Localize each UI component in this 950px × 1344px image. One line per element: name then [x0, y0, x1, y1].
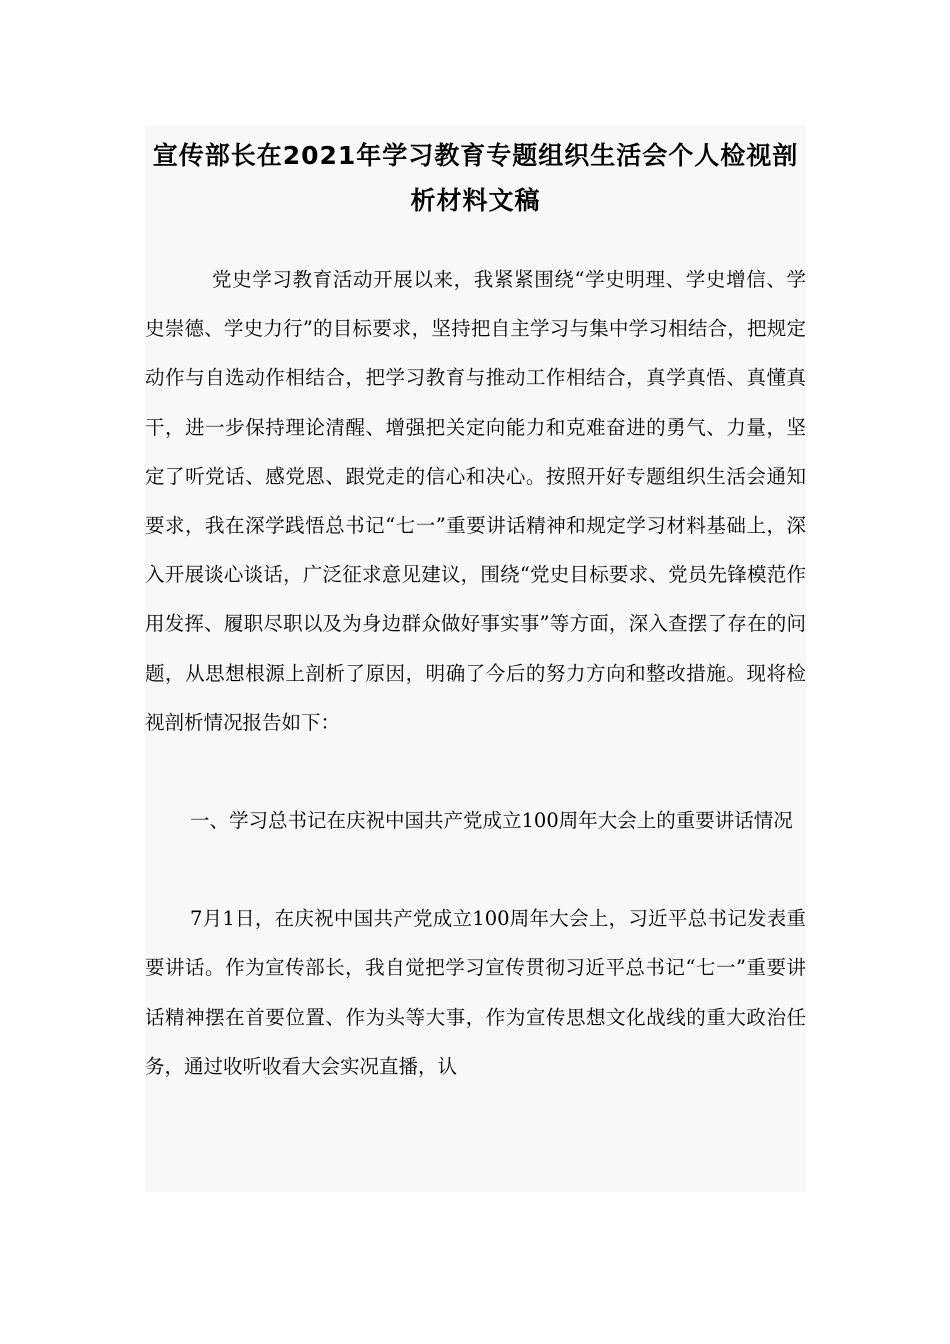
intro-paragraph: 党史学习教育活动开展以来，我紧紧围绕“学史明理、学史增信、学史崇德、学史力行”的目标要求，坚持把自主学习与集中学习相结合，把规定动作与自选动作相结合，把学习教育与推动工作相结合，真学真悟、真懂真干，进一步保持理论清醒、增强把关定向能力和克难奋进的勇气、力量，坚定了听党话、感党恩、跟党走的信心和决心。按照开好专题组织生活会通知要求，我在深学践悟总书记“七一”重要讲话精神和规定学习材料基础上，深入开展谈心谈话，广泛征求意见建议，围绕“党史目标要求、党员先锋模范作用发挥、履职尽职以及为身边群众做好事实事”等方面，深入查摆了存在的问题，从思想根源上剖析了原因，明确了今后的努力方向和整改措施。现将检视剖析情况报告如下：: [145, 268, 806, 734]
section-heading: 一、学习总书记在庆祝中国共产党成立100周年大会上的重要讲话情况: [190, 809, 793, 833]
document-title: 宣传部长在2021年学习教育专题组织生活会个人检视剖析材料文稿: [152, 141, 799, 215]
document-page: [145, 125, 806, 1192]
body-paragraph: 7月1日，在庆祝中国共产党成立100周年大会上，习近平总书记发表重要讲话。作为宣传部长，我自觉把学习宣传贯彻习近平总书记“七一”重要讲话精神摆在首要位置、作为头等大事，作为宣传思想文化战线的重大政治任务，通过收听收看大会实况直播，认: [145, 907, 806, 1078]
